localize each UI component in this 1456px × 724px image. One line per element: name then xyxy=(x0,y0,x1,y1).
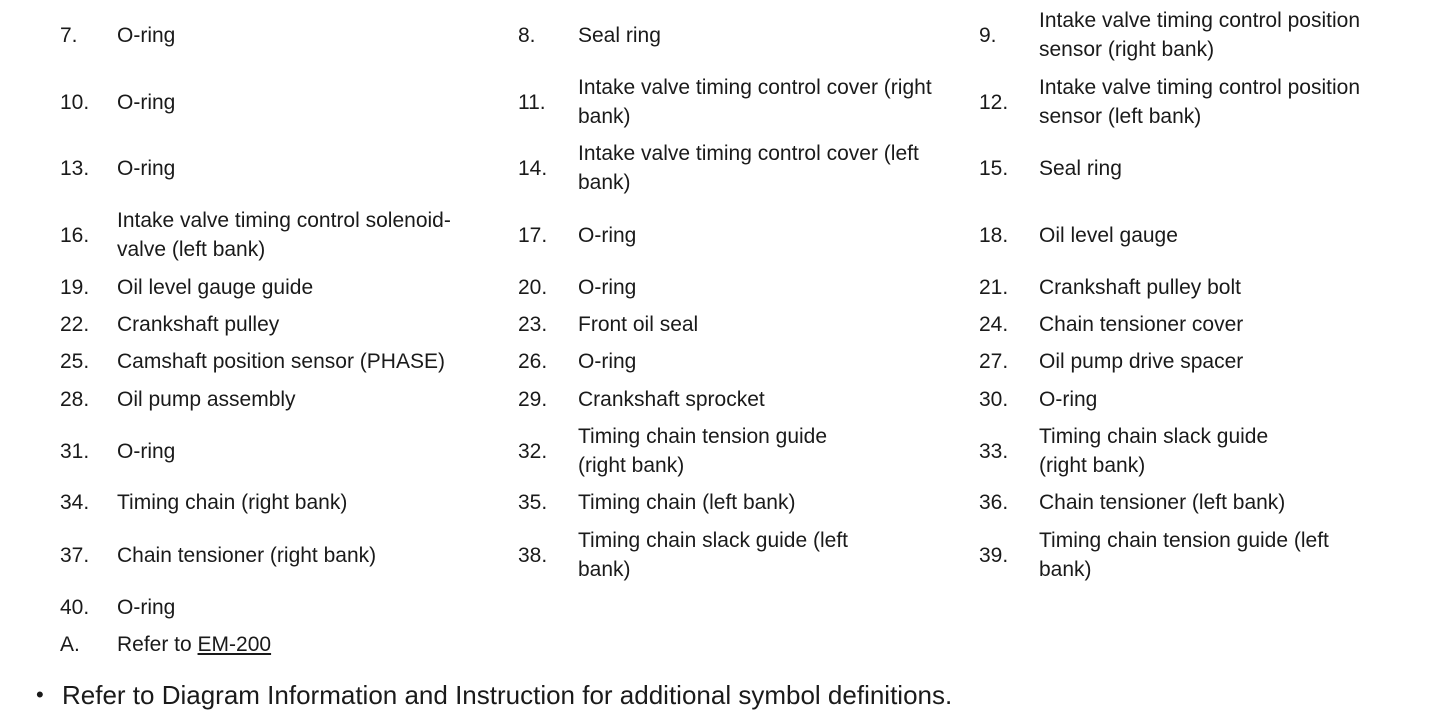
legend-row xyxy=(0,384,1456,414)
item-label: Seal ring xyxy=(1039,156,1122,180)
legend-item-20 xyxy=(518,272,963,302)
legend-item-40 xyxy=(60,592,500,622)
item-label: O-ring xyxy=(117,595,176,619)
legend-row xyxy=(0,72,1456,132)
item-label: O-ring xyxy=(578,223,637,247)
item-number: 13. xyxy=(60,156,90,180)
item-label: Oil level gauge guide xyxy=(117,275,314,299)
item-number: 31. xyxy=(60,439,90,463)
reference-prefix: Refer to xyxy=(117,632,198,656)
item-label: O-ring xyxy=(117,439,176,463)
item-number: 18. xyxy=(979,223,1009,247)
legend-item-27 xyxy=(979,346,1419,376)
legend-item-25 xyxy=(60,346,500,376)
item-number: 32. xyxy=(518,439,548,463)
legend-row xyxy=(0,205,1456,265)
item-number: 25. xyxy=(60,349,90,373)
legend-item-7 xyxy=(60,5,500,65)
legend-item-10 xyxy=(60,72,500,132)
item-number: 15. xyxy=(979,156,1009,180)
item-number: 9. xyxy=(979,23,997,47)
item-number: 33. xyxy=(979,439,1009,463)
legend-item-21 xyxy=(979,272,1419,302)
legend-row xyxy=(0,525,1456,585)
item-label: Timing chain slack guide (left bank) xyxy=(578,529,849,581)
item-number: 29. xyxy=(518,387,548,411)
item-number: 23. xyxy=(518,312,548,336)
item-number: 24. xyxy=(979,312,1009,336)
legend-item-31 xyxy=(60,421,500,481)
item-label: Timing chain (left bank) xyxy=(578,490,796,514)
item-label: Intake valve timing control cover (right bank) xyxy=(578,76,932,128)
legend-item-16 xyxy=(60,205,500,265)
legend-item-36 xyxy=(979,487,1419,517)
legend-item-35 xyxy=(518,487,963,517)
item-label: Crankshaft pulley xyxy=(117,312,280,336)
item-number: 8. xyxy=(518,23,536,47)
item-number: 28. xyxy=(60,387,90,411)
item-number: 20. xyxy=(518,275,548,299)
item-label: Camshaft position sensor (PHASE) xyxy=(117,349,445,373)
legend-item-15 xyxy=(979,138,1419,198)
reference-row xyxy=(0,629,1456,659)
legend-item-26 xyxy=(518,346,963,376)
footnote xyxy=(36,678,952,712)
item-number: 22. xyxy=(60,312,90,336)
item-number: 10. xyxy=(60,90,90,114)
legend-item-22 xyxy=(60,309,500,339)
item-number: 17. xyxy=(518,223,548,247)
item-number: 16. xyxy=(60,223,90,247)
item-number: 12. xyxy=(979,90,1009,114)
item-label: O-ring xyxy=(1039,387,1098,411)
legend-row xyxy=(0,421,1456,481)
item-label: O-ring xyxy=(117,23,176,47)
item-number: 37. xyxy=(60,543,90,567)
item-number: 34. xyxy=(60,490,90,514)
legend-item-39 xyxy=(979,525,1419,585)
item-label: Seal ring xyxy=(578,23,661,47)
reference-link[interactable]: EM-200 xyxy=(197,632,272,656)
item-number: 7. xyxy=(60,23,78,47)
item-label: Crankshaft sprocket xyxy=(578,387,765,411)
item-label: Timing chain tension guide (left bank) xyxy=(1039,529,1329,581)
legend-item-33 xyxy=(979,421,1419,481)
item-label: Front oil seal xyxy=(578,312,699,336)
item-number: 19. xyxy=(60,275,90,299)
legend-item-13 xyxy=(60,138,500,198)
item-number: 11. xyxy=(518,90,546,114)
legend-item-18 xyxy=(979,205,1419,265)
item-label: O-ring xyxy=(117,90,176,114)
legend-item-11 xyxy=(518,72,963,132)
item-label: Intake valve timing control position sensor (left bank) xyxy=(1039,76,1360,128)
footnote-text: Refer to Diagram Information and Instruction for additional symbol definitions. xyxy=(62,680,953,710)
legend-row xyxy=(0,5,1456,65)
item-number: 36. xyxy=(979,490,1009,514)
legend-item-29 xyxy=(518,384,963,414)
legend-item-23 xyxy=(518,309,963,339)
item-number: 40. xyxy=(60,595,90,619)
legend-item-17 xyxy=(518,205,963,265)
bullet-icon: • xyxy=(36,682,44,707)
legend-item-9 xyxy=(979,5,1419,65)
item-number: 21. xyxy=(979,275,1009,299)
legend-item-8 xyxy=(518,5,963,65)
legend-row xyxy=(0,592,1456,622)
item-number: 35. xyxy=(518,490,548,514)
legend-item-37 xyxy=(60,525,500,585)
legend-item-34 xyxy=(60,487,500,517)
legend-item-30 xyxy=(979,384,1419,414)
legend-item-24 xyxy=(979,309,1419,339)
legend-item-14 xyxy=(518,138,963,198)
item-label: Timing chain tension guide (right bank) xyxy=(578,425,828,477)
item-number: 26. xyxy=(518,349,548,373)
item-label: O-ring xyxy=(578,275,637,299)
legend-item-28 xyxy=(60,384,500,414)
legend-row xyxy=(0,272,1456,302)
item-label: O-ring xyxy=(578,349,637,373)
item-number: 27. xyxy=(979,349,1009,373)
item-label: Chain tensioner (right bank) xyxy=(117,543,377,567)
legend-row xyxy=(0,346,1456,376)
item-label: Intake valve timing control cover (left bank) xyxy=(578,142,919,194)
legend-row xyxy=(0,309,1456,339)
item-label: Oil pump assembly xyxy=(117,387,296,411)
legend-item-19 xyxy=(60,272,500,302)
item-label: Crankshaft pulley bolt xyxy=(1039,275,1241,299)
legend-row xyxy=(0,138,1456,198)
item-label: Oil level gauge xyxy=(1039,223,1178,247)
item-label: Chain tensioner cover xyxy=(1039,312,1244,336)
item-label: Oil pump drive spacer xyxy=(1039,349,1244,373)
item-number: 30. xyxy=(979,387,1009,411)
legend-item-a xyxy=(60,629,500,659)
item-label: Timing chain (right bank) xyxy=(117,490,348,514)
reference-text xyxy=(117,630,500,659)
item-label: O-ring xyxy=(117,156,176,180)
item-label: Chain tensioner (left bank) xyxy=(1039,490,1286,514)
legend-item-38 xyxy=(518,525,963,585)
item-number: 38. xyxy=(518,543,548,567)
item-number: 39. xyxy=(979,543,1009,567)
item-label: Intake valve timing control solenoid-valve (left bank) xyxy=(117,209,451,261)
legend-item-12 xyxy=(979,72,1419,132)
legend-row xyxy=(0,487,1456,517)
item-letter: A. xyxy=(60,632,80,656)
item-label: Timing chain slack guide (right bank) xyxy=(1039,425,1269,477)
legend-item-32 xyxy=(518,421,963,481)
item-label: Intake valve timing control position sensor (right bank) xyxy=(1039,9,1360,61)
item-number: 14. xyxy=(518,156,548,180)
